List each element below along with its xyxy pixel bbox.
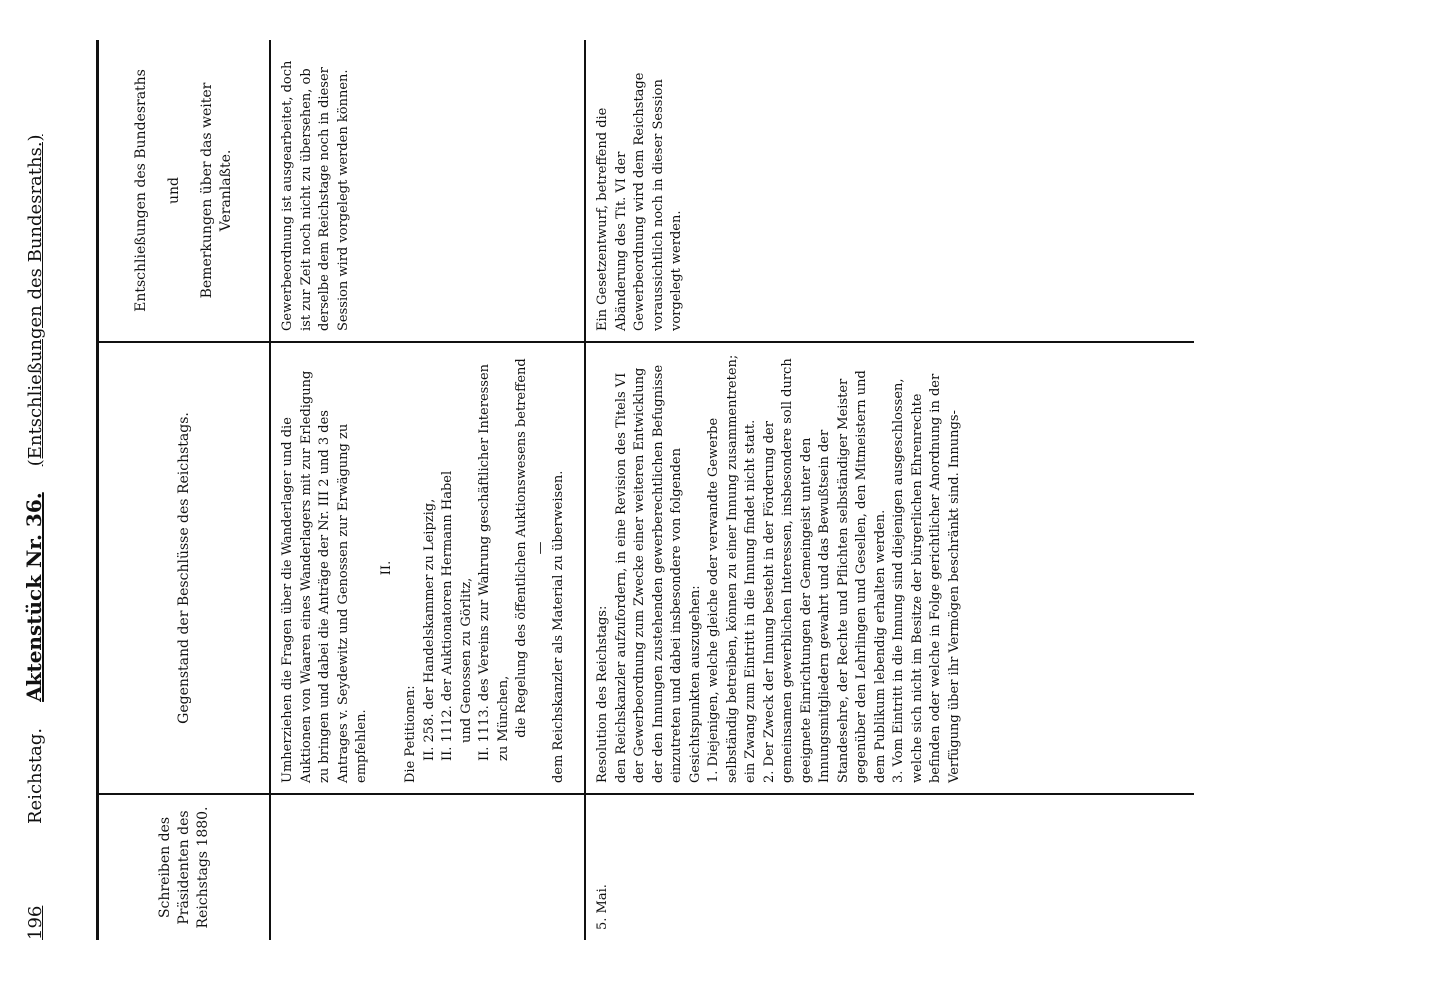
document-number: Aktenstück Nr. 36.: [22, 492, 46, 702]
row2-decision-cell: [585, 40, 1194, 342]
col-header-subject: Gegenstand der Beschlüsse des Reichstags.: [98, 342, 271, 794]
petition-item-cont: die Regelung des öffentlichen Auktionswesens betreffend —: [514, 358, 548, 738]
resolution-title: Resolution des Reichstags:: [595, 605, 610, 783]
publication-name: Reichstag.: [25, 727, 46, 824]
row1-decision-cell: [270, 40, 585, 342]
list-item: 2. Der Zweck der Innung besteht in der Förderung der gemeinsamen gewerblichen Interessen, insbesondere soll durch geeignete Einrichtungen der Gemeingeist unter den Innungsmitgliedern gewahrt und das Bewußtsein der Standesehre, der Rechte und Pflichten selbständiger Meister gegenüber den Lehrlingen und Gesellen, den Mitmeistern und dem Publikum lebendig erhalten werden.: [761, 358, 888, 783]
petitions-intro: Die Petitionen:: [403, 685, 418, 783]
row2-decision-text: Ein Gesetzentwurf, betreffend die Abänderung des Tit. VI der Gewerbeordnung wird dem Reichstage voraussichtlich noch in dieser Session vorgelegt werden.: [595, 72, 684, 331]
resolution-intro: den Reichskanzler aufzufordern, in eine Revision des Titels VI der Gewerbeordnung zum Zwecke einer weiteren Entwicklung der den Innungen zustehenden gewerberechtlichen Befugnisse einzutreten und dabei insbesondere von folgenden Gesichtspunkten auszugehen:: [613, 364, 703, 783]
table-row: [270, 40, 585, 940]
col-header-decisions-bottom: Bemerkungen über das weiter Veranlaßte.: [199, 82, 234, 299]
col-header-letter: Schreiben des Präsidenten des Reichstags 1880.: [98, 794, 271, 940]
page-number: 196: [25, 905, 46, 940]
row1-subject-text: Umherziehen die Fragen über die Wanderlager und die Auktionen von Waaren eines Wanderlagers mit zur Erledigung zu bringen und dabei die Anträge der Nr. III 2 und 3 des Antrages v. Seydewitz und Genossen zur Erwägung zu empfehlen.: [280, 370, 369, 783]
list-item: 1. Diejenigen, welche gleiche oder verwandte Gewerbe selbständig betreiben, können zu einer Innung zusammentreten; ein Zwang zum Eintritt in die Innung findet nicht statt.: [706, 354, 758, 783]
petition-item: II. 258. der Handelskammer zu Leipzig,: [421, 498, 437, 761]
table-header-row: [98, 40, 271, 940]
row1-conclusion: dem Reichskanzler als Material zu überweisen.: [551, 470, 566, 783]
row2-date-cell: 5. Mai.: [595, 884, 610, 930]
table-row: [585, 40, 1194, 940]
col-header-decisions-top: Entschließungen des Bundesraths: [133, 69, 149, 312]
page-header: [22, 40, 56, 940]
col-header-decisions-mid: und: [166, 177, 182, 204]
digitization-credit: [1412, 8, 1428, 388]
petition-item-cont: und Genossen zu Görlitz,: [458, 577, 474, 743]
col-header-decisions: [98, 40, 271, 342]
row1-subject-cell: [270, 342, 585, 794]
petition-item: II. 1112. der Auktionatoren Hermann Habel: [440, 470, 455, 761]
row1-decision-text: Gewerbeordnung ist ausgearbeitet, doch ist zur Zeit noch nicht zu übersehen, ob derselbe dem Reichstage noch in dieser Session wird vorgelegt werden können.: [280, 60, 351, 331]
roman-numeral: II.: [378, 560, 394, 576]
decisions-table: [96, 40, 1194, 940]
resolution-points: [705, 353, 964, 783]
list-item: 3. Vom Eintritt in die Innung sind diejenigen ausgeschlossen, welche sich nicht im Besitze der bürgerlichen Ehrenrechte befinden oder welche in Folge gerichtlicher Anordnung in der Verfügung über ihr Vermögen beschränkt sind. Innungs-: [891, 373, 962, 783]
row2-subject-cell: [585, 342, 1194, 794]
section-title: (Entschließungen des Bundesraths.): [25, 134, 46, 467]
row1-date-cell: [270, 794, 585, 940]
petition-item: II. 1113. des Vereins zur Wahrung geschäftlicher Interessen zu München,: [477, 363, 511, 761]
